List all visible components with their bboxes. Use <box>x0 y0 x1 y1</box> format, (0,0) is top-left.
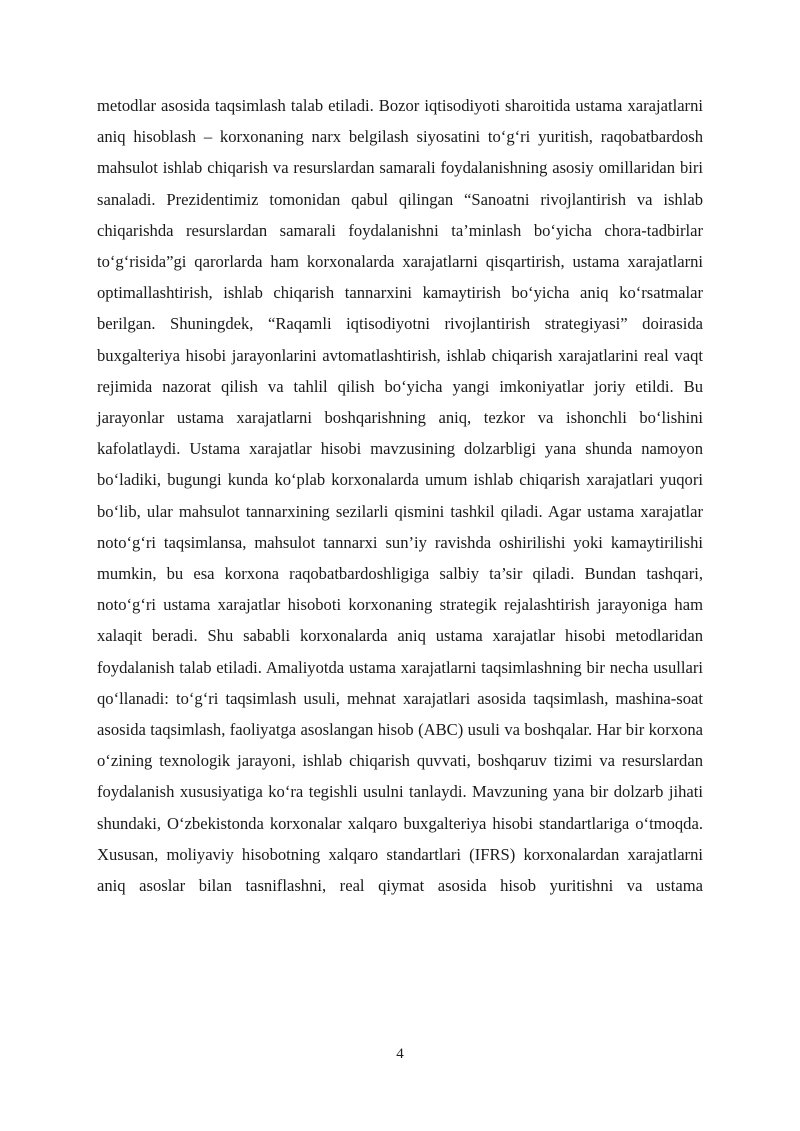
body-paragraph: metodlar asosida taqsimlash talab etiladi. Bozor iqtisodiyoti sharoitida ustama xarajatlarni aniq hisoblash – korxonaning narx belgilash siyosatini to‘g‘ri yuritish, raqobatbardosh mahsulot ishlab chiqarish va resurslardan samarali foydalanishning asosiy omillaridan biri sanaladi. Prezidentimiz tomonidan qabul qilingan “Sanoatni rivojlantirish va ishlab chiqarishda resurslardan samarali foydalanishni ta’minlash bo‘yicha chora-tadbirlar to‘g‘risida”gi qarorlarda ham korxonalarda xarajatlarni qisqartirish, ustama xarajatlarni optimallashtirish, ishlab chiqarish tannarxini kamaytirish bo‘yicha aniq ko‘rsatmalar berilgan. Shuningdek, “Raqamli iqtisodiyotni rivojlantirish strategiyasi” doirasida buxgalteriya hisobi jarayonlarini avtomatlashtirish, ishlab chiqarish xarajatlarini real vaqt rejimida nazorat qilish va tahlil qilish bo‘yicha yangi imkoniyatlar joriy etildi. Bu jarayonlar ustama xarajatlarni boshqarishning aniq, tezkor va ishonchli bo‘lishini kafolatlaydi. Ustama xarajatlar hisobi mavzusining dolzarbligi yana shunda namoyon bo‘ladiki, bugungi kunda ko‘plab korxonalarda umum ishlab chiqarish xarajatlari yuqori bo‘lib, ular mahsulot tannarxining sezilarli qismini tashkil qiladi. Agar ustama xarajatlar noto‘g‘ri taqsimlansa, mahsulot tannarxi sun’iy ravishda oshirilishi yoki kamaytirilishi mumkin, bu esa korxona raqobatbardoshligiga salbiy ta’sir qiladi. Bundan tashqari, noto‘g‘ri ustama xarajatlar hisoboti korxonaning strategik rejalashtirish jarayoniga ham xalaqit beradi. Shu sababli korxonalarda aniq ustama xarajatlar hisobi metodlaridan foydalanish talab etiladi. Amaliyotda ustama xarajatlarni taqsimlashning bir necha usullari qo‘llanadi: to‘g‘ri taqsimlash usuli, mehnat xarajatlari asosida taqsimlash, mashina-soat asosida taqsimlash, faoliyatga asoslangan hisob (ABC) usuli va boshqalar. Har bir korxona o‘zining texnologik jarayoni, ishlab chiqarish quvvati, boshqaruv tizimi va resurslardan foydalanish xususiyatiga ko‘ra tegishli usulni tanlaydi. Mavzuning yana bir dolzarb jihati shundaki, O‘zbekistonda korxonalar xalqaro buxgalteriya hisobi standartlariga o‘tmoqda. Xususan, moliyaviy hisobotning xalqaro standartlari (IFRS) korxonalardan xarajatlarni aniq asoslar bilan tasniflashni, real qiymat asosida hisob yuritishni va ustama <box>97 96 703 896</box>
page-number: 4 <box>396 1046 404 1062</box>
